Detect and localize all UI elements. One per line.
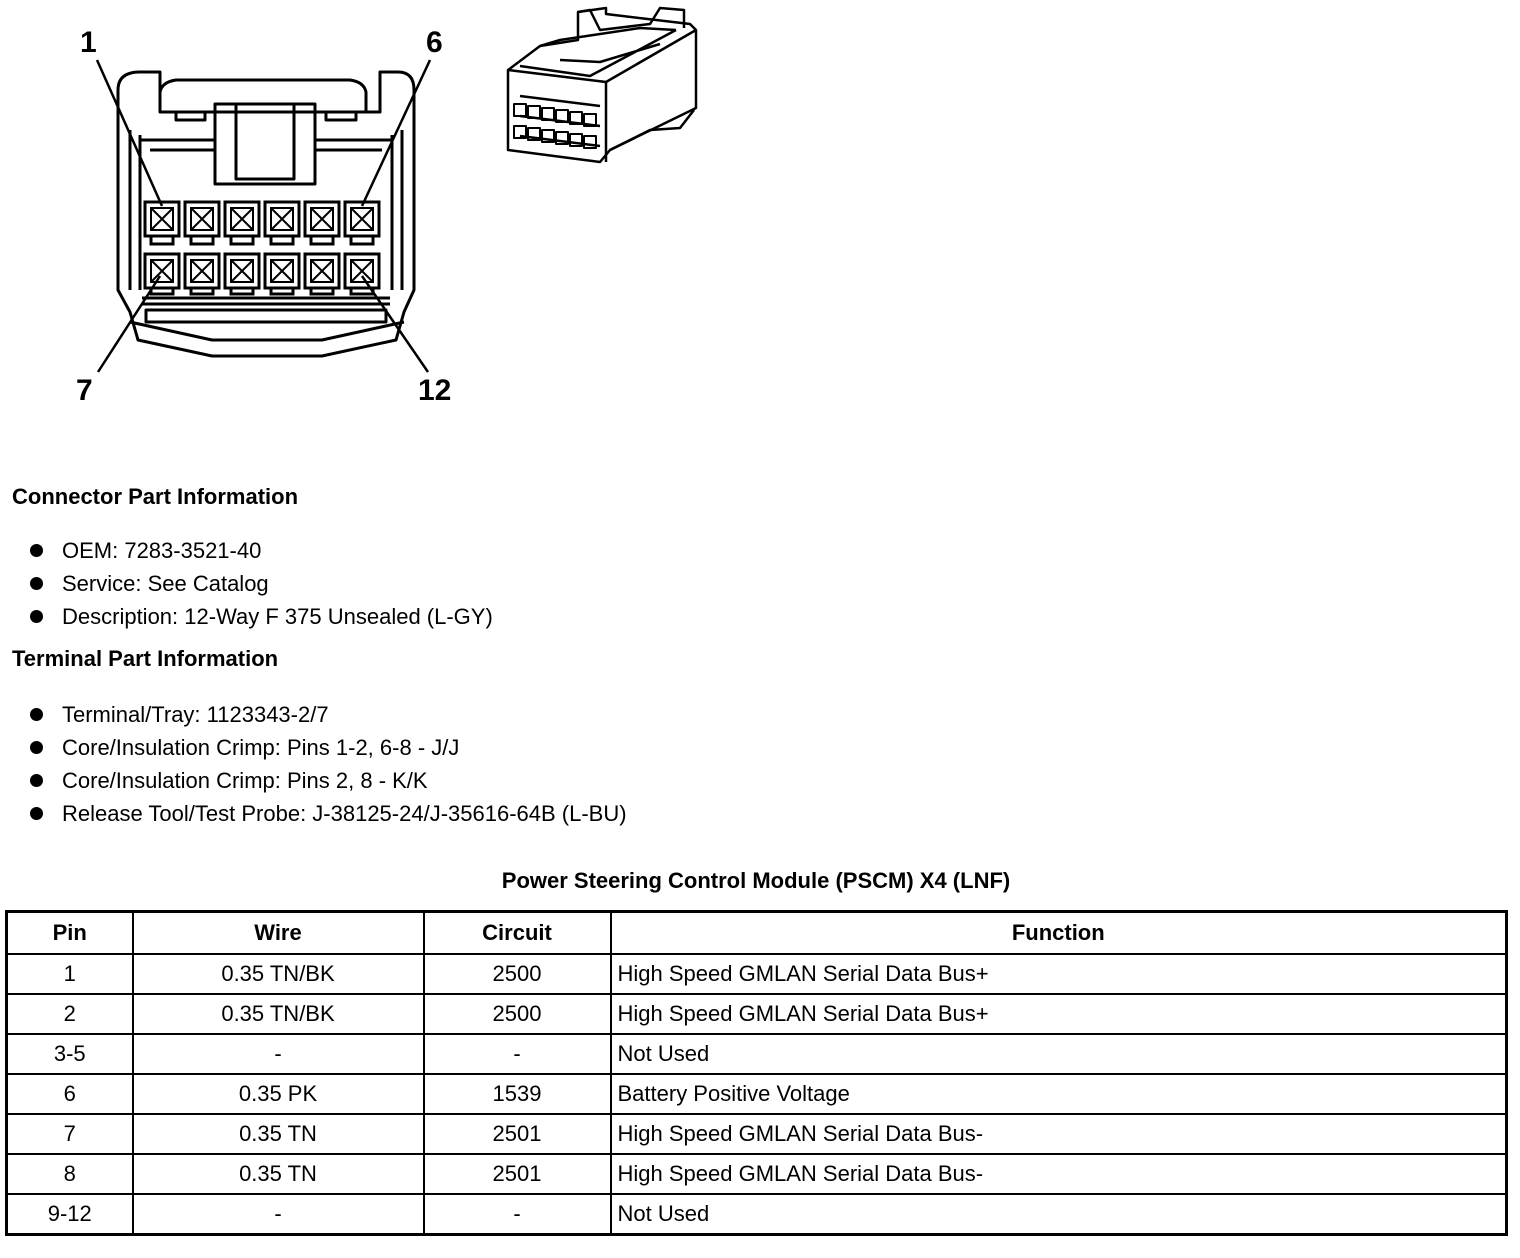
wire-cell: 0.35 TN — [133, 1114, 424, 1154]
pin-cell: 8 — [7, 1154, 133, 1194]
pin-cell: 3-5 — [7, 1034, 133, 1074]
wire-cell: 0.35 PK — [133, 1074, 424, 1114]
table-title: Power Steering Control Module (PSCM) X4 (LNF) — [501, 868, 1011, 893]
table-header-row — [7, 912, 1507, 955]
bullet-icon — [30, 774, 43, 787]
connector-part-heading: Connector Part Information — [12, 484, 299, 509]
wire-cell: 0.35 TN — [133, 1154, 424, 1194]
cavities-row-bottom — [145, 254, 379, 294]
table-row — [7, 954, 1507, 994]
circuit-cell: 2501 — [424, 1114, 611, 1154]
pinout-table — [5, 910, 1508, 1236]
list-item: Core/Insulation Crimp: Pins 1-2, 6-8 - J/J — [30, 731, 627, 764]
cavities-row-top — [145, 202, 379, 244]
bullet-icon — [30, 610, 43, 623]
pin-cell: 9-12 — [7, 1194, 133, 1235]
bullet-icon — [30, 708, 43, 721]
wire-cell: - — [133, 1194, 424, 1235]
table-row — [7, 994, 1507, 1034]
connector-part-list — [30, 534, 493, 633]
table-row — [7, 1194, 1507, 1235]
pin-cell: 6 — [7, 1074, 133, 1114]
table-row — [7, 1034, 1507, 1074]
wire-cell: 0.35 TN/BK — [133, 954, 424, 994]
column-header-function: Function — [611, 912, 1507, 955]
bullet-icon — [30, 741, 43, 754]
function-cell: High Speed GMLAN Serial Data Bus+ — [611, 954, 1507, 994]
function-cell: High Speed GMLAN Serial Data Bus+ — [611, 994, 1507, 1034]
circuit-cell: 2501 — [424, 1154, 611, 1194]
circuit-cell: 1539 — [424, 1074, 611, 1114]
pin-label-6: 6 — [426, 26, 443, 59]
column-header-circuit: Circuit — [424, 912, 611, 955]
function-cell: Not Used — [611, 1194, 1507, 1235]
connector-3d-view — [508, 8, 696, 162]
terminal-part-heading: Terminal Part Information — [12, 646, 279, 671]
terminal-part-list — [30, 698, 627, 830]
table-row — [7, 1074, 1507, 1114]
list-item: Service: See Catalog — [30, 567, 493, 600]
circuit-cell: 2500 — [424, 954, 611, 994]
list-item: Core/Insulation Crimp: Pins 2, 8 - K/K — [30, 764, 627, 797]
pin-label-1: 1 — [80, 26, 97, 59]
function-cell: High Speed GMLAN Serial Data Bus- — [611, 1114, 1507, 1154]
table-row — [7, 1154, 1507, 1194]
pin-label-12: 12 — [418, 374, 452, 407]
column-header-wire: Wire — [133, 912, 424, 955]
function-cell: Battery Positive Voltage — [611, 1074, 1507, 1114]
circuit-cell: - — [424, 1194, 611, 1235]
pin-cell: 7 — [7, 1114, 133, 1154]
list-item: Description: 12-Way F 375 Unsealed (L-GY) — [30, 600, 493, 633]
bullet-icon — [30, 544, 43, 557]
bullet-icon — [30, 807, 43, 820]
circuit-cell: 2500 — [424, 994, 611, 1034]
pin-cell: 2 — [7, 994, 133, 1034]
connector-diagram — [0, 0, 720, 420]
table-row — [7, 1114, 1507, 1154]
function-cell: High Speed GMLAN Serial Data Bus- — [611, 1154, 1507, 1194]
function-cell: Not Used — [611, 1034, 1507, 1074]
bullet-icon — [30, 577, 43, 590]
list-item: Release Tool/Test Probe: J-38125-24/J-35616-64B (L-BU) — [30, 797, 627, 830]
circuit-cell: - — [424, 1034, 611, 1074]
pin-cell: 1 — [7, 954, 133, 994]
connector-face-illustration — [0, 0, 720, 420]
pin-label-7: 7 — [76, 374, 93, 407]
column-header-pin: Pin — [7, 912, 133, 955]
list-item: OEM: 7283-3521-40 — [30, 534, 493, 567]
wire-cell: - — [133, 1034, 424, 1074]
list-item: Terminal/Tray: 1123343-2/7 — [30, 698, 627, 731]
wire-cell: 0.35 TN/BK — [133, 994, 424, 1034]
